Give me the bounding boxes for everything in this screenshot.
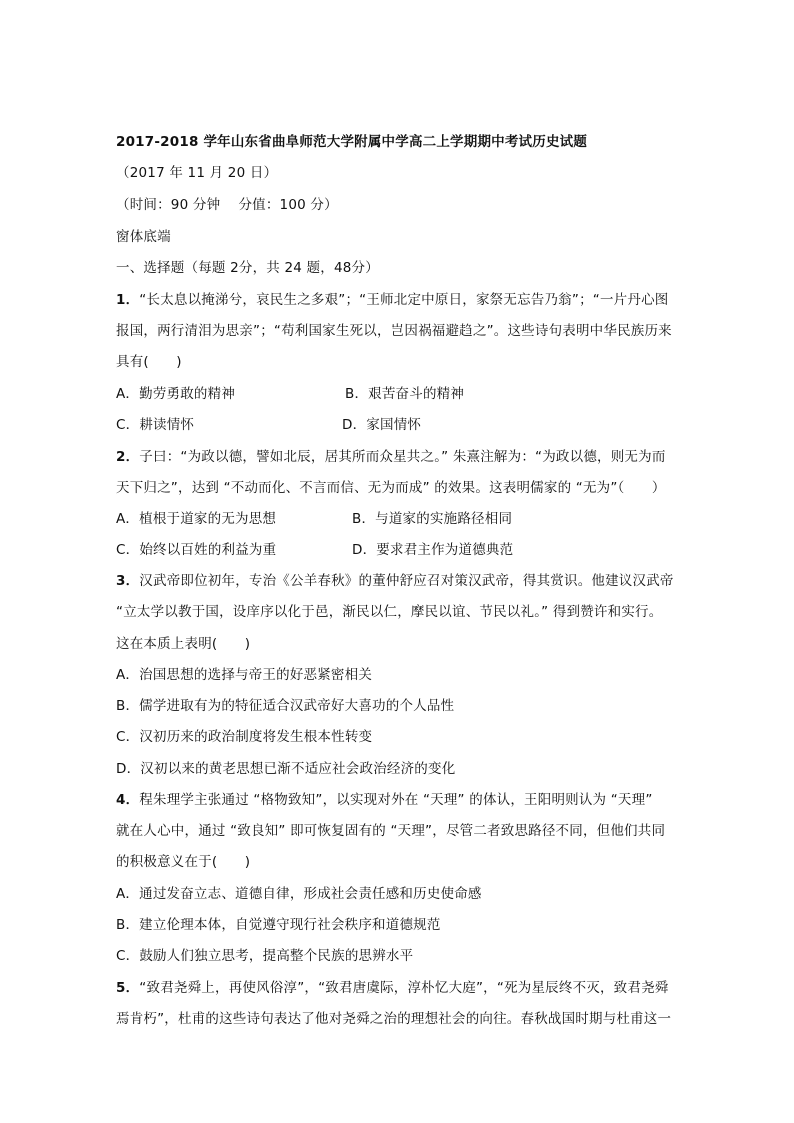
- option-c: C．始终以百姓的利益为重: [116, 542, 277, 558]
- option-a: A．勤劳勇敢的精神: [116, 386, 236, 402]
- question-line: 焉肯朽”，杜甫的这些诗句表达了他对尧舜之治的理想社会的向往。春秋战国时期与杜甫这一: [116, 1011, 672, 1027]
- question-line: 的积极意义在于( ): [116, 854, 251, 870]
- option-b: B．建立伦理本体，自觉遵守现行社会秩序和道德规范: [116, 917, 441, 933]
- question-line: 2．子曰：“为政以德，譬如北辰，居其所而众星共之。” 朱熹注解为：“为政以德，则无为而: [116, 449, 666, 465]
- question-line: 这在本质上表明( ): [116, 636, 251, 652]
- option-d: D．要求君主作为道德典范: [352, 542, 514, 558]
- option-b: B．儒学进取有为的特征适合汉武帝好大喜功的个人品性: [116, 698, 455, 714]
- option-c: C．汉初历来的政治制度将发生根本性转变: [116, 729, 373, 745]
- exam-info: （时间：90 分钟 分值：100 分）: [116, 197, 338, 213]
- question-line: “立太学以教于国，设庠序以化于邑，渐民以仁，摩民以谊、节民以礼。” 得到赞许和实行。: [116, 604, 663, 620]
- option-a: A．通过发奋立志、道德自律，形成社会责任感和历史使命感: [116, 886, 482, 902]
- question-line: 4．程朱理学主张通过 “格物致知”，以实现对外在 “天理” 的体认，王阳明则认为 “天理”: [116, 792, 653, 808]
- question-line: 报国，两行清泪为思亲”；“苟利国家生死以，岂因祸福避趋之”。这些诗句表明中华民族历来: [116, 323, 672, 339]
- document-title: 2017-2018 学年山东省曲阜师范大学附属中学高二上学期期中考试历史试题: [116, 134, 588, 150]
- option-c: C．鼓励人们独立思考，提高整个民族的思辨水平: [116, 948, 414, 964]
- question-number: 2．: [116, 449, 140, 465]
- form-note: 窗体底端: [116, 229, 171, 245]
- question-line: 天下归之”，达到 “不动而化、不言而信、无为而成” 的效果。这表明儒家的 “无为”（ ）: [116, 480, 666, 496]
- question-number: 1．: [116, 292, 140, 308]
- question-number: 4．: [116, 792, 140, 808]
- question-line: 3．汉武帝即位初年，专治《公羊春秋》的董仲舒应召对策汉武帝，得其赏识。他建议汉武帝: [116, 573, 674, 589]
- option-d: D．汉初以来的黄老思想已渐不适应社会政治经济的变化: [116, 761, 456, 777]
- section-heading: 一、选择题（每题 2分，共 24 题，48分）: [116, 260, 379, 276]
- option-a: A．治国思想的选择与帝王的好恶紧密相关: [116, 667, 373, 683]
- option-d: D．家国情怀: [342, 417, 422, 433]
- option-b: B．艰苦奋斗的精神: [345, 386, 465, 402]
- option-c: C．耕读情怀: [116, 417, 195, 433]
- question-line: 1．“长太息以掩涕兮，哀民生之多艰”；“王师北定中原日，家祭无忘告乃翁”；“一片丹心图: [116, 292, 669, 308]
- question-line: 5．“致君尧舜上，再使风俗淳”，“致君唐虞际，淳朴忆大庭”，“死为星辰终不灭，致君尧舜: [116, 980, 669, 996]
- question-number: 3．: [116, 573, 140, 589]
- question-line: 就在人心中，通过 “致良知” 即可恢复固有的 “天理”，尽管二者致思路径不同，但他们共同: [116, 823, 666, 839]
- question-number: 5．: [116, 980, 140, 996]
- exam-date: （2017 年 11 月 20 日）: [116, 165, 278, 181]
- option-a: A．植根于道家的无为思想: [116, 511, 277, 527]
- question-line: 具有( ): [116, 354, 182, 370]
- option-b: B．与道家的实施路径相同: [352, 511, 513, 527]
